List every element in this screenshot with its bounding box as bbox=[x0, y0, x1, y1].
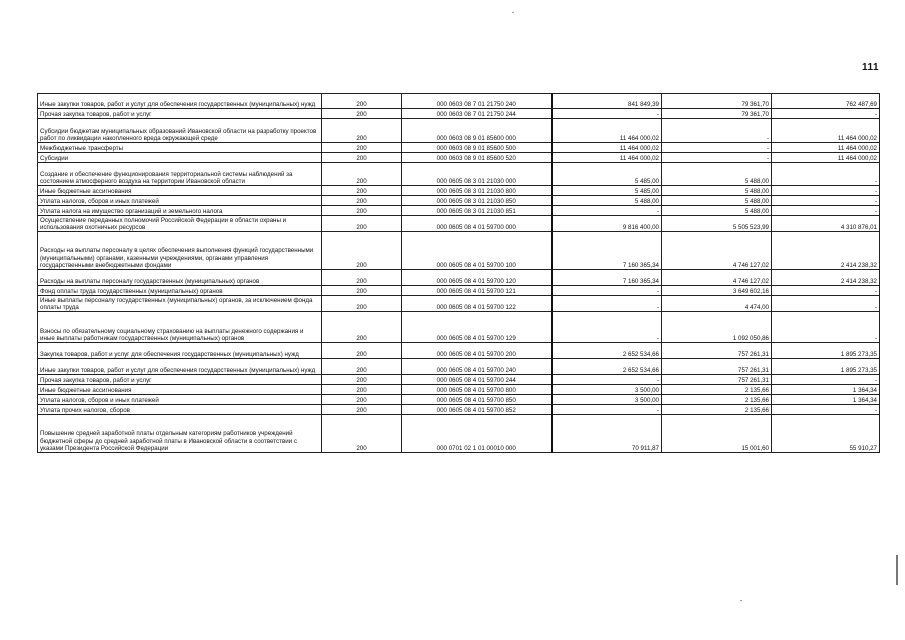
row-budget-code: 000 0603 08 9 01 85600 520 bbox=[402, 153, 552, 163]
row-name: Субсидии бюджетам муниципальных образований Ивановской области на разработку проектов работ по ликвидации накопленного вреда окружающей среде bbox=[38, 119, 322, 143]
table-row bbox=[38, 312, 880, 343]
row-value-executed: 2 135,66 bbox=[662, 395, 772, 405]
row-name: Создание и обеспечение функционирования территориальной системы наблюдений за состоянием атмосферного воздуха на территории Ивановской области bbox=[38, 163, 322, 186]
row-value-approved: - bbox=[552, 375, 662, 385]
row-budget-code: 000 0605 08 4 01 59700 244 bbox=[402, 375, 552, 385]
budget-table bbox=[37, 93, 880, 453]
row-value-approved: 3 500,00 bbox=[552, 395, 662, 405]
row-code-line: 200 bbox=[322, 286, 402, 296]
row-value-approved: 11 464 000,02 bbox=[552, 119, 662, 143]
row-value-approved: 7 160 365,34 bbox=[552, 232, 662, 270]
row-budget-code: 000 0603 08 7 01 21750 244 bbox=[402, 109, 552, 119]
row-value-approved: - bbox=[552, 312, 662, 343]
row-value-approved: 5 485,00 bbox=[552, 186, 662, 196]
row-name: Расходы на выплаты персоналу государственных (муниципальных) органов bbox=[38, 270, 322, 286]
row-value-remaining: - bbox=[772, 405, 880, 415]
scan-speck bbox=[512, 12, 514, 13]
row-budget-code: 000 0701 02 1 01 00010 000 bbox=[402, 415, 552, 453]
table-row bbox=[38, 405, 880, 415]
row-value-executed: 5 488,00 bbox=[662, 163, 772, 186]
row-budget-code: 000 0605 08 4 01 59700 000 bbox=[402, 216, 552, 232]
row-code-line: 200 bbox=[322, 206, 402, 216]
table-row bbox=[38, 143, 880, 153]
row-name: Уплата налога на имущество организаций и земельного налога bbox=[38, 206, 322, 216]
row-name: Прочая закупка товаров, работ и услуг bbox=[38, 109, 322, 119]
row-value-executed: 1 092 050,86 bbox=[662, 312, 772, 343]
row-budget-code: 000 0603 08 7 01 21750 240 bbox=[402, 94, 552, 109]
row-value-executed: - bbox=[662, 143, 772, 153]
row-code-line: 200 bbox=[322, 343, 402, 359]
row-code-line: 200 bbox=[322, 359, 402, 375]
row-value-approved: 841 849,39 bbox=[552, 94, 662, 109]
row-code-line: 200 bbox=[322, 415, 402, 453]
row-value-executed: 2 135,66 bbox=[662, 405, 772, 415]
row-budget-code: 000 0605 08 3 01 21030 850 bbox=[402, 196, 552, 206]
table-row bbox=[38, 395, 880, 405]
row-name: Иные закупки товаров, работ и услуг для обеспечения государственных (муниципальных) нужд bbox=[38, 359, 322, 375]
row-name: Закупка товаров, работ и услуг для обеспечения государственных (муниципальных) нужд bbox=[38, 343, 322, 359]
row-value-executed: 4 746 127,02 bbox=[662, 270, 772, 286]
row-value-approved: - bbox=[552, 405, 662, 415]
row-value-remaining: 2 414 238,32 bbox=[772, 232, 880, 270]
row-value-remaining: 1 895 273,35 bbox=[772, 359, 880, 375]
row-value-remaining: - bbox=[772, 296, 880, 312]
row-value-approved: 5 485,00 bbox=[552, 163, 662, 186]
table-row bbox=[38, 186, 880, 196]
row-value-executed: 4 474,00 bbox=[662, 296, 772, 312]
table-row bbox=[38, 196, 880, 206]
row-code-line: 200 bbox=[322, 385, 402, 395]
row-name: Прочая закупка товаров, работ и услуг bbox=[38, 375, 322, 385]
row-value-approved: - bbox=[552, 109, 662, 119]
table-row bbox=[38, 343, 880, 359]
row-value-remaining: 1 895 273,35 bbox=[772, 343, 880, 359]
row-name: Повышение средней заработной платы отдельным категориям работников учреждений бюджетной сферы до средней заработной платы в Ивановской области в соответствии с указами Президента Российской Федерации bbox=[38, 415, 322, 453]
row-name: Иные бюджетные ассигнования bbox=[38, 186, 322, 196]
row-name: Уплата налогов, сборов и иных платежей bbox=[38, 395, 322, 405]
table-row bbox=[38, 109, 880, 119]
row-value-remaining: 11 464 000,02 bbox=[772, 119, 880, 143]
row-value-approved: - bbox=[552, 296, 662, 312]
row-name: Субсидии bbox=[38, 153, 322, 163]
row-name: Иные закупки товаров, работ и услуг для обеспечения государственных (муниципальных) нужд bbox=[38, 94, 322, 109]
row-name: Иные выплаты персоналу государственных (муниципальных) органов, за исключением фонда оплаты труда bbox=[38, 296, 322, 312]
row-budget-code: 000 0605 08 4 01 59700 122 bbox=[402, 296, 552, 312]
row-value-executed: 757 261,31 bbox=[662, 359, 772, 375]
row-value-executed: 2 135,66 bbox=[662, 385, 772, 395]
table-row bbox=[38, 286, 880, 296]
row-budget-code: 000 0605 08 3 01 21030 800 bbox=[402, 186, 552, 196]
row-budget-code: 000 0605 08 4 01 59700 120 bbox=[402, 270, 552, 286]
row-value-approved: 11 464 000,02 bbox=[552, 153, 662, 163]
row-value-remaining: 1 364,34 bbox=[772, 385, 880, 395]
row-name: Межбюджетные трансферты bbox=[38, 143, 322, 153]
row-value-remaining: - bbox=[772, 109, 880, 119]
row-value-executed: 757 261,31 bbox=[662, 375, 772, 385]
row-value-executed: 5 505 523,99 bbox=[662, 216, 772, 232]
scan-edge bbox=[896, 555, 898, 585]
row-value-approved: 70 911,87 bbox=[552, 415, 662, 453]
row-name: Расходы на выплаты персоналу в целях обеспечения выполнения функций государственными (муниципальными) органами, казенными учреждениями, органами управления государственными внебюджетными фондами bbox=[38, 232, 322, 270]
row-value-executed: 4 746 127,02 bbox=[662, 232, 772, 270]
table-row bbox=[38, 119, 880, 143]
row-value-executed: 79 361,70 bbox=[662, 109, 772, 119]
table-row bbox=[38, 415, 880, 453]
budget-table-body bbox=[38, 94, 880, 453]
table-row bbox=[38, 296, 880, 312]
row-value-remaining: - bbox=[772, 196, 880, 206]
table-row bbox=[38, 153, 880, 163]
row-code-line: 200 bbox=[322, 119, 402, 143]
row-code-line: 200 bbox=[322, 196, 402, 206]
row-code-line: 200 bbox=[322, 270, 402, 286]
row-value-remaining: - bbox=[772, 163, 880, 186]
table-row bbox=[38, 232, 880, 270]
row-value-executed: 79 361,70 bbox=[662, 94, 772, 109]
row-code-line: 200 bbox=[322, 395, 402, 405]
row-value-remaining: - bbox=[772, 312, 880, 343]
row-value-remaining: - bbox=[772, 186, 880, 196]
row-value-remaining: - bbox=[772, 375, 880, 385]
scan-speck bbox=[740, 600, 742, 601]
row-code-line: 200 bbox=[322, 153, 402, 163]
row-code-line: 200 bbox=[322, 216, 402, 232]
row-budget-code: 000 0603 08 9 01 85600 000 bbox=[402, 119, 552, 143]
row-value-approved: 3 500,00 bbox=[552, 385, 662, 395]
row-value-executed: 5 488,00 bbox=[662, 196, 772, 206]
row-value-approved: 9 816 400,00 bbox=[552, 216, 662, 232]
row-code-line: 200 bbox=[322, 163, 402, 186]
row-value-executed: 5 488,00 bbox=[662, 186, 772, 196]
row-value-executed: 757 261,31 bbox=[662, 343, 772, 359]
table-row bbox=[38, 216, 880, 232]
row-name: Уплата налогов, сборов и иных платежей bbox=[38, 196, 322, 206]
table-row bbox=[38, 385, 880, 395]
row-budget-code: 000 0605 08 4 01 59700 121 bbox=[402, 286, 552, 296]
row-value-remaining: 11 464 000,02 bbox=[772, 143, 880, 153]
table-row bbox=[38, 270, 880, 286]
table-row bbox=[38, 375, 880, 385]
row-value-remaining: 11 464 000,02 bbox=[772, 153, 880, 163]
row-budget-code: 000 0605 08 3 01 21030 851 bbox=[402, 206, 552, 216]
row-value-remaining: 1 364,34 bbox=[772, 395, 880, 405]
row-budget-code: 000 0605 08 4 01 59700 200 bbox=[402, 343, 552, 359]
row-code-line: 200 bbox=[322, 405, 402, 415]
row-value-remaining: - bbox=[772, 286, 880, 296]
row-budget-code: 000 0603 08 9 01 85600 500 bbox=[402, 143, 552, 153]
row-code-line: 200 bbox=[322, 94, 402, 109]
row-value-approved: 2 652 534,66 bbox=[552, 359, 662, 375]
row-code-line: 200 bbox=[322, 232, 402, 270]
row-value-approved: 7 160 365,34 bbox=[552, 270, 662, 286]
row-value-remaining: 4 310 876,01 bbox=[772, 216, 880, 232]
row-code-line: 200 bbox=[322, 109, 402, 119]
row-code-line: 200 bbox=[322, 312, 402, 343]
page-number: 111 bbox=[862, 62, 880, 73]
row-budget-code: 000 0605 08 4 01 59700 100 bbox=[402, 232, 552, 270]
row-value-executed: 3 649 602,16 bbox=[662, 286, 772, 296]
row-value-remaining: 762 487,69 bbox=[772, 94, 880, 109]
row-code-line: 200 bbox=[322, 296, 402, 312]
row-value-executed: 5 488,00 bbox=[662, 206, 772, 216]
row-value-approved: - bbox=[552, 286, 662, 296]
row-value-approved: 11 464 000,02 bbox=[552, 143, 662, 153]
row-code-line: 200 bbox=[322, 375, 402, 385]
row-value-approved: 5 488,00 bbox=[552, 196, 662, 206]
table-row bbox=[38, 94, 880, 109]
row-code-line: 200 bbox=[322, 143, 402, 153]
row-name: Фонд оплаты труда государственных (муниципальных) органов bbox=[38, 286, 322, 296]
row-budget-code: 000 0605 08 4 01 59700 129 bbox=[402, 312, 552, 343]
row-value-remaining: - bbox=[772, 206, 880, 216]
table-row bbox=[38, 359, 880, 375]
row-name: Иные бюджетные ассигнования bbox=[38, 385, 322, 395]
row-value-executed: - bbox=[662, 119, 772, 143]
row-budget-code: 000 0605 08 4 01 59700 800 bbox=[402, 385, 552, 395]
row-value-approved: 2 652 534,66 bbox=[552, 343, 662, 359]
table-row bbox=[38, 206, 880, 216]
row-budget-code: 000 0605 08 4 01 59700 240 bbox=[402, 359, 552, 375]
row-value-remaining: 2 414 238,32 bbox=[772, 270, 880, 286]
row-value-executed: - bbox=[662, 153, 772, 163]
row-value-remaining: 55 910,27 bbox=[772, 415, 880, 453]
row-name: Уплата прочих налогов, сборов bbox=[38, 405, 322, 415]
table-row bbox=[38, 163, 880, 186]
row-value-executed: 15 001,60 bbox=[662, 415, 772, 453]
row-budget-code: 000 0605 08 3 01 21030 000 bbox=[402, 163, 552, 186]
row-name: Взносы по обязательному социальному страхованию на выплаты денежного содержания и иные выплаты работникам государственных (муниципальных) органов bbox=[38, 312, 322, 343]
row-budget-code: 000 0605 08 4 01 59700 852 bbox=[402, 405, 552, 415]
row-value-approved: - bbox=[552, 206, 662, 216]
row-code-line: 200 bbox=[322, 186, 402, 196]
row-budget-code: 000 0605 08 4 01 59700 850 bbox=[402, 395, 552, 405]
row-name: Осуществление переданных полномочий Российской Федерации в области охраны и использования охотничьих ресурсов bbox=[38, 216, 322, 232]
